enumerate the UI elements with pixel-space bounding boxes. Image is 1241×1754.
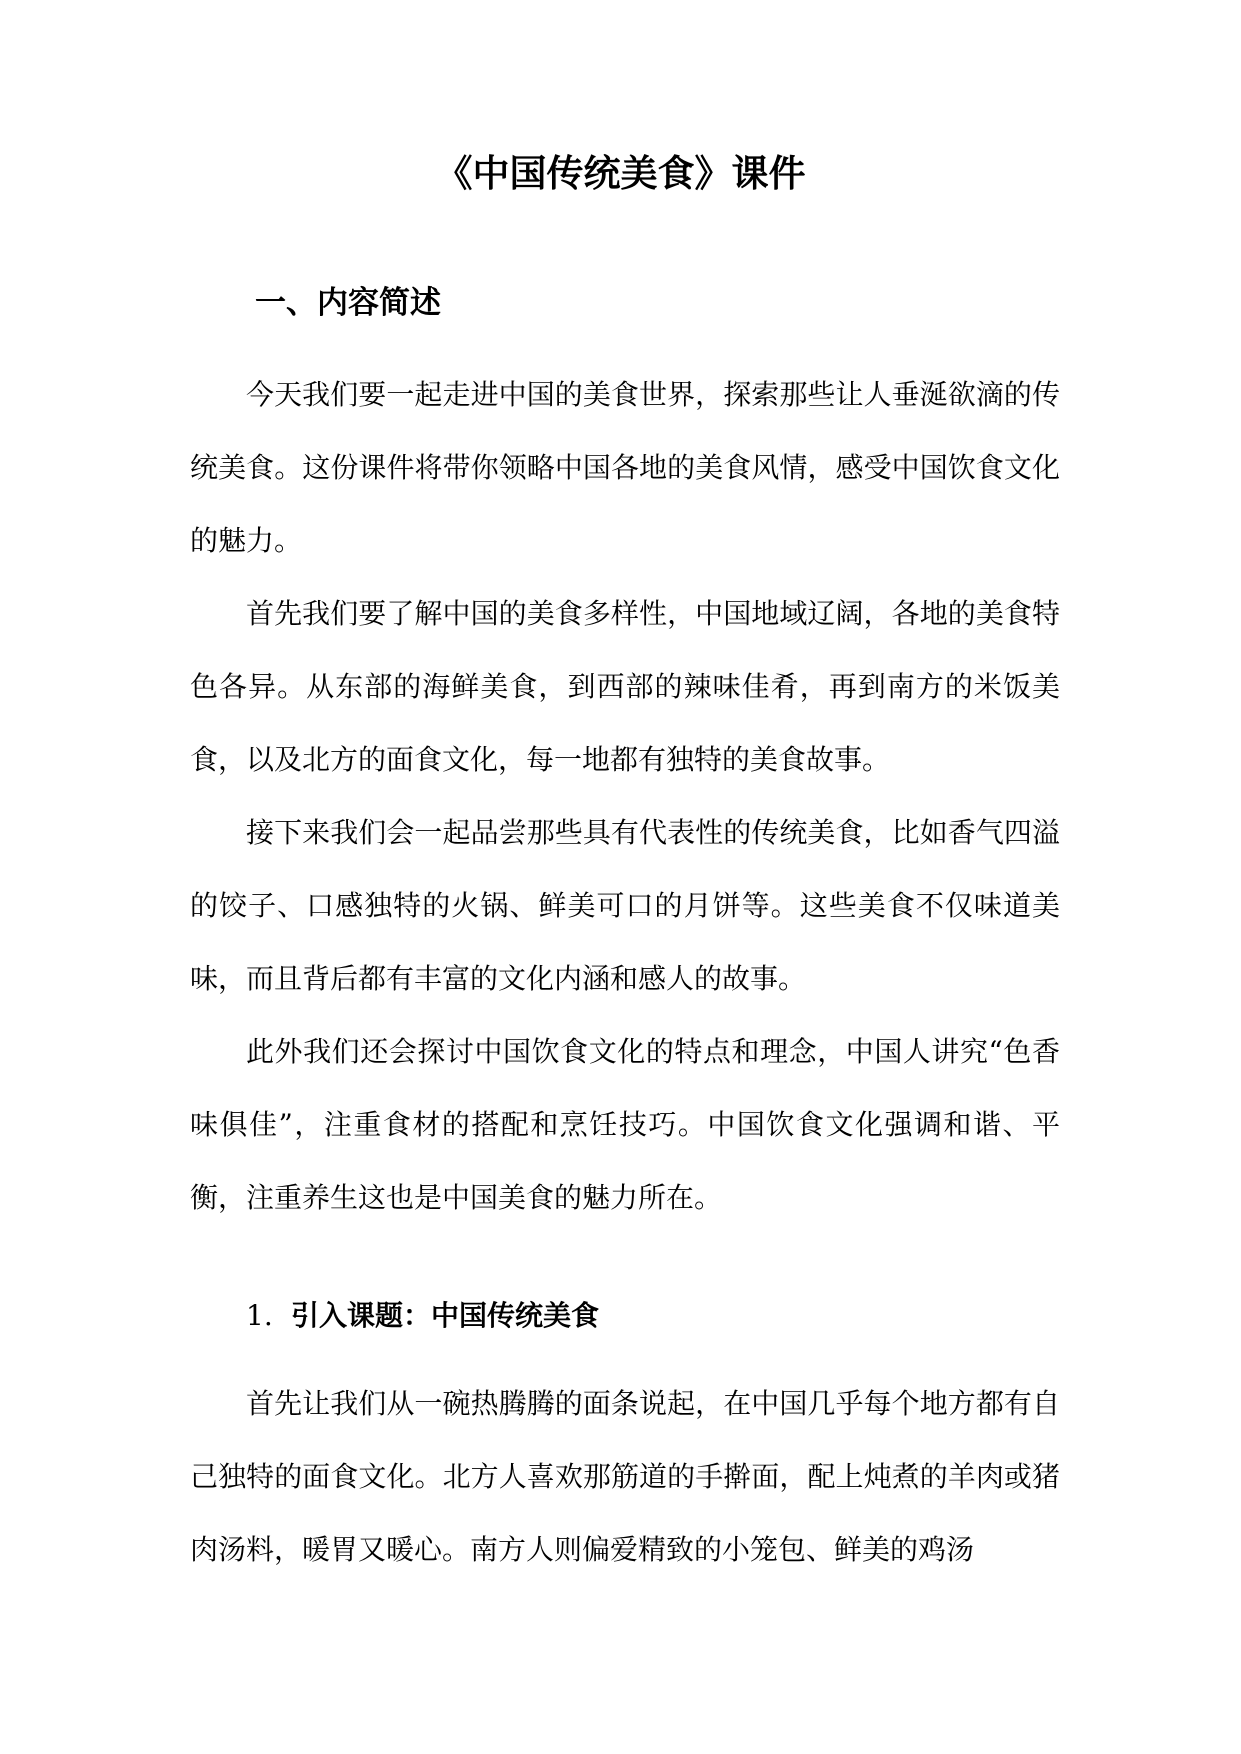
paragraph: 首先让我们从一碗热腾腾的面条说起，在中国几乎每个地方都有自己独特的面食文化。北方人喜欢那筋道的手擀面，配上炖煮的羊肉或猪肉汤料，暖胃又暖心。南方人则偏爱精致的小笼包、鲜美的鸡汤: [190, 1387, 1060, 1566]
section-heading-summary: 一、内容简述: [255, 285, 441, 321]
subsection-heading-intro: [246, 1296, 599, 1336]
paragraph: 此外我们还会探讨中国饮食文化的特点和理念，中国人讲究“色香味俱佳”，注重食材的搭配和烹饪技巧。中国饮食文化强调和谐、平衡，注重养生这也是中国美食的魅力所在。: [190, 1035, 1060, 1214]
subsection-number: 1.: [246, 1299, 273, 1332]
paragraph: 今天我们要一起走进中国的美食世界，探索那些让人垂涎欲滴的传统美食。这份课件将带你领略中国各地的美食风情，感受中国饮食文化的魅力。: [190, 378, 1060, 557]
paragraph: 首先我们要了解中国的美食多样性，中国地域辽阔，各地的美食特色各异。从东部的海鲜美食，到西部的辣味佳肴，再到南方的米饭美食，以及北方的面食文化，每一地都有独特的美食故事。: [190, 597, 1060, 776]
paragraph: 接下来我们会一起品尝那些具有代表性的传统美食，比如香气四溢的饺子、口感独特的火锅、鲜美可口的月饼等。这些美食不仅味道美味，而且背后都有丰富的文化内涵和感人的故事。: [190, 816, 1060, 995]
subsection-heading-text: 引入课题：中国传统美食: [291, 1299, 600, 1332]
document-title: 《中国传统美食》课件: [435, 151, 806, 195]
